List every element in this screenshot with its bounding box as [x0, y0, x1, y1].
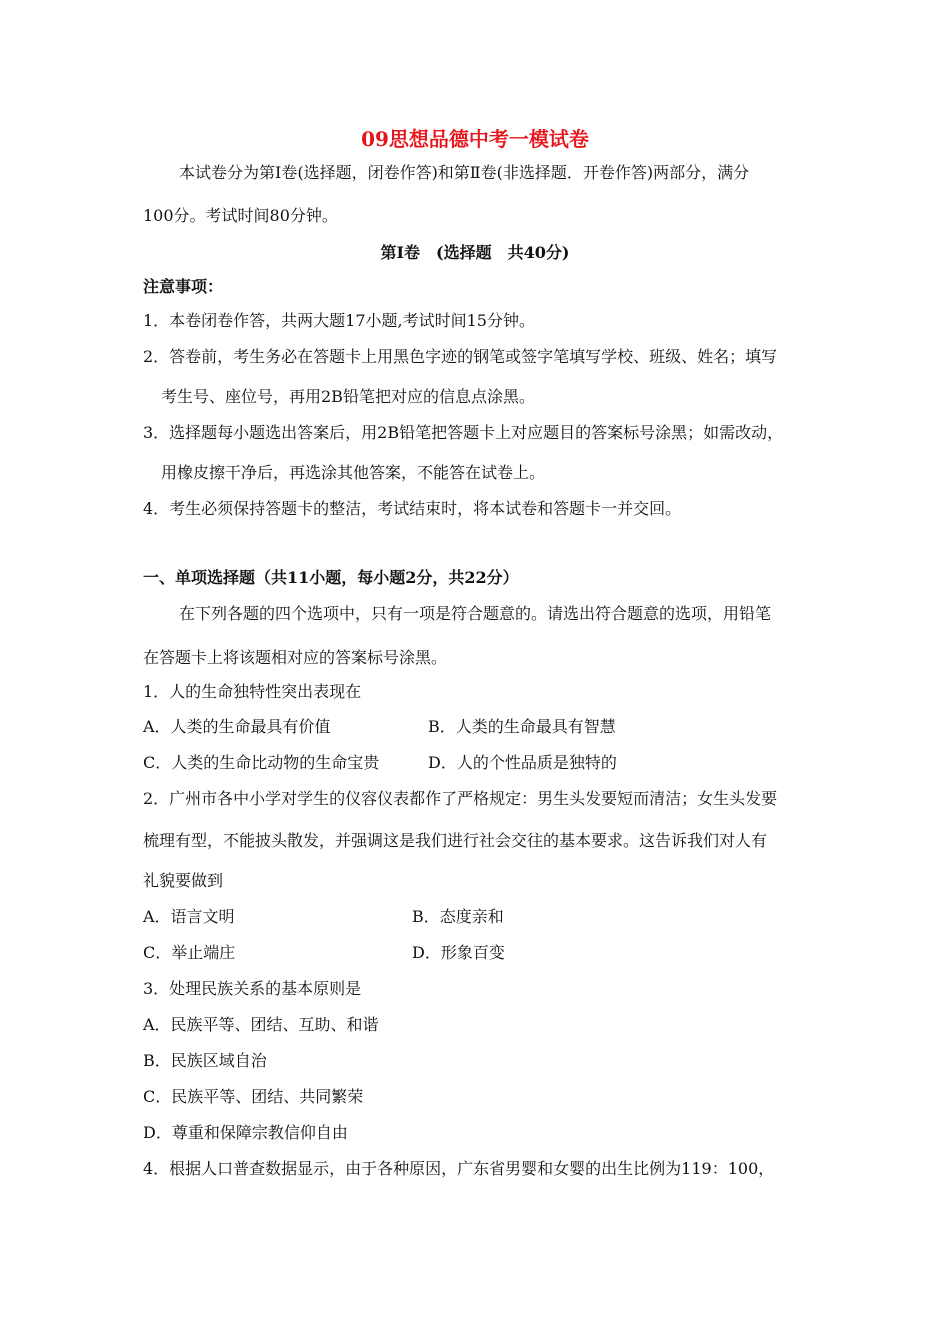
notice-item-2: 2．答卷前，考生务必在答题卡上用黑色字迹的钢笔或签字笔填写学校、班级、姓名；填写	[143, 347, 778, 366]
q2-option-b: B．态度亲和	[412, 907, 504, 926]
q2-stem-3: 礼貌要做到	[143, 871, 224, 890]
q3-option-c: C．民族平等、团结、共同繁荣	[143, 1087, 364, 1106]
q2-stem-2: 梳理有型，不能披头散发，并强调这是我们进行社会交往的基本要求。这告诉我们对人有	[143, 831, 768, 850]
intro-line-1: 本试卷分为第Ⅰ卷(选择题，闭卷作答)和第Ⅱ卷(非选择题．开卷作答)两部分，满分	[179, 163, 750, 182]
q2-stem-1: 2．广州市各中小学对学生的仪容仪表都作了严格规定：男生头发要短而清洁；女生头发要	[143, 789, 778, 808]
q2-option-a: A．语言文明	[143, 907, 235, 926]
q1-option-a: A．人类的生命最具有价值	[143, 717, 331, 736]
q1-option-c: C．人类的生命比动物的生命宝贵	[143, 753, 380, 772]
exam-title: 09思想品德中考一模试卷	[361, 127, 589, 151]
q3-option-a: A．民族平等、团结、互助、和谐	[143, 1015, 379, 1034]
q1-stem: 1．人的生命独特性突出表现在	[143, 682, 362, 701]
notice-item-4: 4．考生必须保持答题卡的整洁，考试结束时，将本试卷和答题卡一并交回。	[143, 499, 682, 518]
section1-instruction-2: 在答题卡上将该题相对应的答案标号涂黑。	[143, 648, 448, 667]
q1-option-b: B．人类的生命最具有智慧	[428, 717, 616, 736]
q2-option-d: D．形象百变	[412, 943, 505, 962]
intro-line-2: 100分。考试时间80分钟。	[143, 206, 338, 225]
q3-stem: 3．处理民族关系的基本原则是	[143, 979, 362, 998]
section1-instruction-1: 在下列各题的四个选项中，只有一项是符合题意的。请选出符合题意的选项，用铅笔	[179, 604, 772, 623]
section1-heading: 一、单项选择题（共11小题，每小题2分，共22分）	[143, 568, 519, 587]
notice-item-1: 1．本卷闭卷作答，共两大题17小题,考试时间15分钟。	[143, 311, 535, 330]
q4-stem-1: 4．根据人口普查数据显示，由于各种原因，广东省男婴和女婴的出生比例为119：100，	[143, 1159, 775, 1178]
part1-heading: 第Ⅰ卷 (选择题 共40分)	[380, 243, 570, 262]
q3-option-d: D．尊重和保障宗教信仰自由	[143, 1123, 348, 1142]
notice-heading: 注意事项：	[143, 277, 224, 296]
q1-option-d: D．人的个性品质是独特的	[428, 753, 617, 772]
notice-item-3-cont: 用橡皮擦干净后，再选涂其他答案，不能答在试卷上。	[161, 463, 546, 482]
notice-item-3: 3．选择题每小题选出答案后，用2B铅笔把答题卡上对应题目的答案标号涂黑；如需改动，	[143, 423, 784, 442]
q3-option-b: B．民族区域自治	[143, 1051, 267, 1070]
q2-option-c: C．举止端庄	[143, 943, 236, 962]
notice-item-2-cont: 考生号、座位号，再用2B铅笔把对应的信息点涂黑。	[161, 387, 535, 406]
